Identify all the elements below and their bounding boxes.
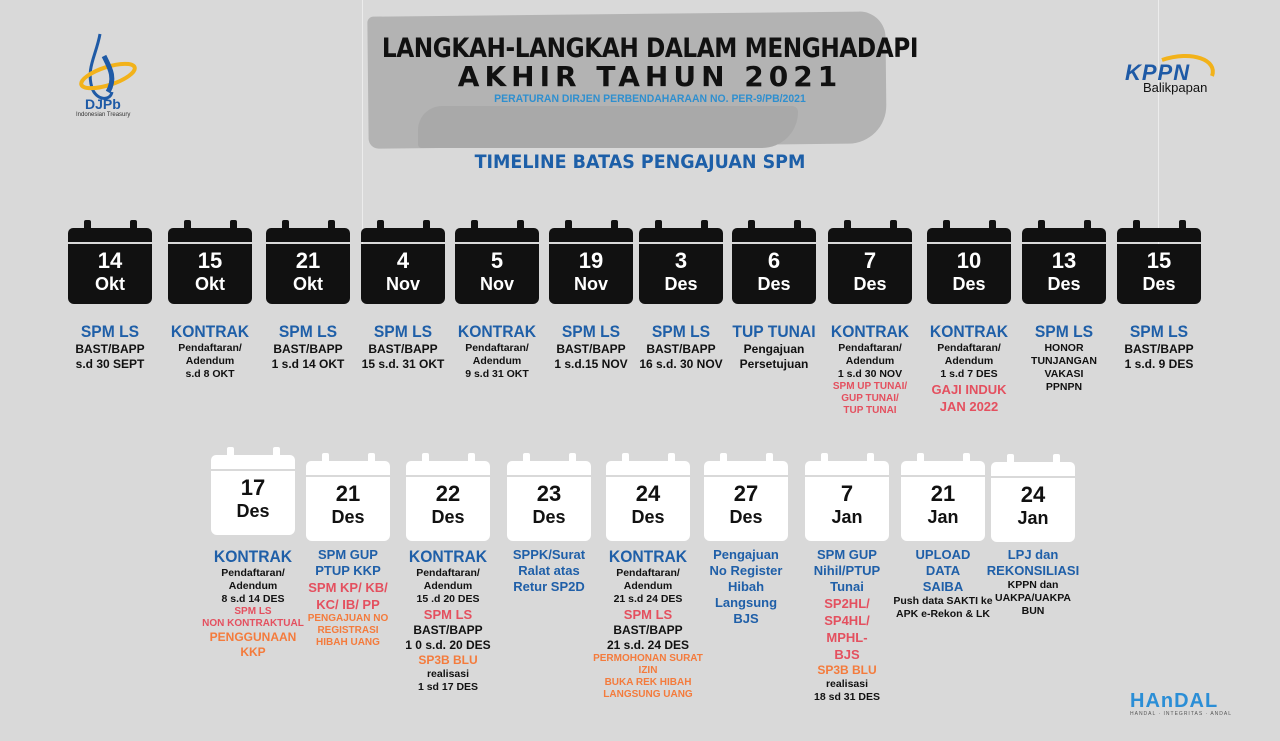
calendar-icon xyxy=(455,218,539,304)
deadline-detail: SPM LS xyxy=(234,606,272,617)
deadline-category: Hibah xyxy=(727,579,765,594)
deadline-category: Tunai xyxy=(830,579,864,594)
deadline-detail: Pendaftaran/ xyxy=(416,567,480,579)
calendar-month: Jan xyxy=(1017,508,1049,528)
calendar-body xyxy=(1022,244,1106,304)
title-backdrop xyxy=(418,106,798,148)
calendar-month: Des xyxy=(532,507,566,527)
deadline-category: SPM LS xyxy=(80,322,140,341)
deadline-category: KONTRAK xyxy=(457,322,537,341)
timeline-heading: TIMELINE BATAS PENGAJUAN SPM xyxy=(474,151,806,173)
calendar-month: Nov xyxy=(479,274,514,294)
calendar-day: 14 xyxy=(97,248,123,273)
deadline-detail: Pendaftaran/ xyxy=(221,567,285,579)
calendar-header xyxy=(606,461,690,475)
deadline-detail: 1 s.d 30 NOV xyxy=(837,368,903,380)
deadline-detail: 15 s.d. 31 OKT xyxy=(361,357,445,371)
calendar-icon xyxy=(68,218,152,304)
calendar-header xyxy=(406,461,490,475)
calendar-body xyxy=(406,477,490,541)
deadline-detail: Persetujuan xyxy=(739,357,809,371)
deadline-detail: SPM UP TUNAI/ xyxy=(832,381,908,392)
calendar-body xyxy=(507,477,591,541)
deadline-description xyxy=(1103,322,1215,372)
calendar-day: 22 xyxy=(435,481,461,506)
deadline-category: KONTRAK xyxy=(213,547,293,566)
deadline-detail: NON KONTRAKTUAL xyxy=(202,618,304,629)
deadline-detail: BAST/BAPP xyxy=(273,342,343,356)
page-title: LANGKAH-LANGKAH DALAM MENGHADAPI xyxy=(381,33,919,64)
deadline-detail: Pendaftaran/ xyxy=(838,342,902,354)
deadline-detail: UAKPA/UAKPA xyxy=(994,592,1072,604)
deadline-description xyxy=(977,547,1089,618)
deadline-detail: Pendaftaran/ xyxy=(178,342,242,354)
deadline-detail: 1 sd 17 DES xyxy=(417,681,479,693)
calendar-month: Des xyxy=(952,274,986,294)
deadline-detail: BAST/BAPP xyxy=(646,342,716,356)
calendar-body xyxy=(68,244,152,304)
calendar-month: Des xyxy=(664,274,698,294)
deadline-detail: Pendaftaran/ xyxy=(465,342,529,354)
deadline-description xyxy=(592,547,704,701)
calendar-icon xyxy=(168,218,252,304)
deadline-description xyxy=(292,547,404,649)
kppn-city: Balikpapan xyxy=(1143,80,1208,95)
deadline-detail: BJS xyxy=(834,647,860,662)
deadline-detail: APK e-Rekon & LK xyxy=(896,608,990,620)
calendar-day: 4 xyxy=(396,248,410,273)
deadline-detail: 21 s.d. 24 DES xyxy=(606,638,690,652)
calendar-day: 7 xyxy=(863,248,877,273)
deadline-detail: 9 s.d 31 OKT xyxy=(465,368,529,380)
calendar-header xyxy=(828,228,912,242)
calendar-header xyxy=(1117,228,1201,242)
calendar-body xyxy=(991,478,1075,542)
deadline-detail: 15 .d 20 DES xyxy=(416,593,480,605)
calendar-header xyxy=(639,228,723,242)
deadline-detail: Adendum xyxy=(623,580,673,592)
calendar-header xyxy=(68,228,152,242)
calendar-month: Jan xyxy=(927,507,959,527)
calendar-header xyxy=(361,228,445,242)
calendar-header xyxy=(455,228,539,242)
deadline-detail: 1 s.d 14 OKT xyxy=(271,357,345,371)
deadline-category: LPJ dan xyxy=(1007,547,1059,562)
calendar-icon xyxy=(211,445,295,535)
deadline-detail: SPM LS xyxy=(623,607,673,622)
calendar-day: 10 xyxy=(956,248,982,273)
calendar-day: 21 xyxy=(295,248,321,273)
calendar-icon xyxy=(406,451,490,541)
deadline-category: SPM GUP xyxy=(318,547,378,562)
deadline-category: Nihil/PTUP xyxy=(813,563,881,578)
deadline-detail: 1 s.d. 9 DES xyxy=(1124,357,1194,371)
deadline-detail: 1 s.d 7 DES xyxy=(940,368,998,380)
deadline-detail: BUKA REK HIBAH xyxy=(604,677,692,688)
deadline-category: KONTRAK xyxy=(170,322,250,341)
deadline-detail: SP3B BLU xyxy=(817,663,877,677)
calendar-month: Okt xyxy=(194,274,225,294)
calendar-icon xyxy=(549,218,633,304)
calendar-header xyxy=(1022,228,1106,242)
deadline-category: Langsung xyxy=(714,595,778,610)
deadline-detail: BAST/BAPP xyxy=(75,342,145,356)
deadline-category: KONTRAK xyxy=(608,547,688,566)
deadline-category: SPM LS xyxy=(651,322,711,341)
calendar-month: Nov xyxy=(573,274,608,294)
deadline-detail: BAST/BAPP xyxy=(413,623,483,637)
deadline-category: UPLOAD xyxy=(915,547,971,562)
djpb-logo-text: DJPb xyxy=(85,96,121,112)
calendar-month: Des xyxy=(729,507,763,527)
calendar-body xyxy=(927,244,1011,304)
deadline-detail: REGISTRASI xyxy=(317,625,379,636)
calendar-header xyxy=(991,462,1075,476)
calendar-icon xyxy=(991,452,1075,542)
calendar-icon xyxy=(507,451,591,541)
calendar-month: Des xyxy=(631,507,665,527)
regulation-subtitle: PERATURAN DIRJEN PERBENDAHARAAN NO. PER-9/PB/2021 xyxy=(494,93,806,105)
calendar-header xyxy=(805,461,889,475)
calendar-body xyxy=(732,244,816,304)
calendar-header xyxy=(211,455,295,469)
deadline-detail: KC/ IB/ PP xyxy=(316,597,380,612)
djpb-logo-subtext: Indonesian Treasury xyxy=(76,112,131,118)
deadline-detail: GAJI INDUK xyxy=(931,382,1007,397)
deadline-detail: 8 s.d 14 DES xyxy=(221,593,285,605)
deadline-detail: Pengajuan xyxy=(743,342,805,356)
deadline-category: No Register xyxy=(709,563,783,578)
calendar-icon xyxy=(1022,218,1106,304)
calendar-body xyxy=(168,244,252,304)
calendar-icon xyxy=(704,451,788,541)
deadline-category: Ralat atas xyxy=(518,563,580,578)
calendar-header xyxy=(266,228,350,242)
deadline-category: SPM LS xyxy=(1034,322,1094,341)
deadline-detail: Adendum xyxy=(845,355,895,367)
calendar-day: 5 xyxy=(490,248,504,273)
calendar-day: 17 xyxy=(240,475,266,500)
deadline-detail: SP4HL/ xyxy=(824,613,870,628)
handal-logo: HAnDAL xyxy=(1130,690,1219,712)
calendar-month: Des xyxy=(853,274,887,294)
deadline-detail: Push data SAKTI ke xyxy=(893,595,993,607)
calendar-icon xyxy=(901,451,985,541)
deadline-category: SPM LS xyxy=(561,322,621,341)
calendar-icon xyxy=(732,218,816,304)
deadline-detail: PPNPN xyxy=(1045,381,1083,393)
calendar-day: 15 xyxy=(1146,248,1172,273)
calendar-body xyxy=(549,244,633,304)
calendar-day: 21 xyxy=(930,481,956,506)
deadline-detail: HIBAH UANG xyxy=(316,637,380,648)
deadline-category: SPPK/Surat xyxy=(512,547,586,562)
deadline-category: BJS xyxy=(733,611,759,626)
calendar-icon xyxy=(266,218,350,304)
deadline-detail: Pendaftaran/ xyxy=(616,567,680,579)
calendar-body xyxy=(639,244,723,304)
deadline-category: SPM GUP xyxy=(817,547,877,562)
calendar-icon xyxy=(1117,218,1201,304)
calendar-header xyxy=(549,228,633,242)
calendar-body xyxy=(266,244,350,304)
deadline-detail: Adendum xyxy=(185,355,235,367)
calendar-body xyxy=(1117,244,1201,304)
deadline-category: SAIBA xyxy=(922,579,964,594)
deadline-description xyxy=(690,547,802,627)
deadline-description xyxy=(493,547,605,595)
deadline-detail: PENGGUNAAN KKP xyxy=(209,630,297,659)
calendar-month: Des xyxy=(1047,274,1081,294)
deadline-detail: VAKASI xyxy=(1044,368,1084,380)
deadline-detail: KPPN dan xyxy=(1007,579,1059,591)
deadline-detail: SPM LS xyxy=(423,607,473,622)
calendar-icon xyxy=(927,218,1011,304)
deadline-detail: realisasi xyxy=(825,678,869,690)
deadline-detail: Adendum xyxy=(228,580,278,592)
deadline-detail: 21 s.d 24 DES xyxy=(613,593,683,605)
calendar-icon xyxy=(639,218,723,304)
calendar-icon xyxy=(805,451,889,541)
deadline-detail: s.d 30 SEPT xyxy=(75,357,145,371)
handal-logo-subtext: HANDAL · INTEGRITAS · ANDAL xyxy=(1130,711,1233,717)
calendar-month: Des xyxy=(331,507,365,527)
deadline-description xyxy=(154,322,266,381)
deadline-detail: LANGSUNG UANG xyxy=(603,689,693,700)
deadline-detail: BAST/BAPP xyxy=(368,342,438,356)
calendar-header xyxy=(168,228,252,242)
deadline-detail: BUN xyxy=(1021,605,1045,617)
deadline-category: KONTRAK xyxy=(408,547,488,566)
calendar-day: 21 xyxy=(335,481,361,506)
calendar-icon xyxy=(306,451,390,541)
deadline-category: Pengajuan xyxy=(713,547,779,562)
deadline-detail: TUP TUNAI xyxy=(843,405,897,416)
calendar-body xyxy=(805,477,889,541)
deadline-detail: SP3B BLU xyxy=(418,653,478,667)
deadline-detail: JAN 2022 xyxy=(939,399,999,414)
calendar-icon xyxy=(828,218,912,304)
deadline-detail: BAST/BAPP xyxy=(556,342,626,356)
deadline-description xyxy=(54,322,166,372)
calendar-month: Okt xyxy=(94,274,125,294)
deadline-category: KONTRAK xyxy=(830,322,910,341)
calendar-header xyxy=(507,461,591,475)
calendar-icon xyxy=(361,218,445,304)
calendar-day: 13 xyxy=(1051,248,1077,273)
calendar-icon xyxy=(606,451,690,541)
deadline-description xyxy=(392,547,504,694)
calendar-body xyxy=(306,477,390,541)
kppn-logo-text: KPPN xyxy=(1125,60,1191,85)
calendar-body xyxy=(211,471,295,535)
deadline-detail: PENGAJUAN NO xyxy=(307,613,389,624)
calendar-day: 7 xyxy=(840,481,854,506)
deadline-detail: 1 0 s.d. 20 DES xyxy=(405,638,491,652)
calendar-month: Nov xyxy=(385,274,420,294)
page-title-year: AKHIR TAHUN 2021 xyxy=(457,60,843,93)
deadline-detail: BAST/BAPP xyxy=(613,623,683,637)
calendar-body xyxy=(901,477,985,541)
deadline-detail: Adendum xyxy=(423,580,473,592)
calendar-month: Des xyxy=(1142,274,1176,294)
calendar-day: 19 xyxy=(578,248,604,273)
deadline-detail: BAST/BAPP xyxy=(1124,342,1194,356)
deadline-category: DATA xyxy=(925,563,961,578)
calendar-header xyxy=(704,461,788,475)
calendar-day: 23 xyxy=(536,481,562,506)
deadline-detail: realisasi xyxy=(426,668,470,680)
calendar-day: 24 xyxy=(1020,482,1046,507)
deadline-category: SPM LS xyxy=(1129,322,1189,341)
deadline-category: SPM LS xyxy=(278,322,338,341)
calendar-day: 27 xyxy=(733,481,759,506)
calendar-month: Okt xyxy=(292,274,323,294)
deadline-category: Retur SP2D xyxy=(513,579,585,594)
deadline-description xyxy=(814,322,926,417)
calendar-month: Des xyxy=(757,274,791,294)
calendar-body xyxy=(455,244,539,304)
deadline-detail: Adendum xyxy=(944,355,994,367)
deadline-detail: TUNJANGAN xyxy=(1031,355,1097,367)
deadline-detail: PERMOHONAN SURAT IZIN xyxy=(593,653,703,676)
calendar-header xyxy=(901,461,985,475)
calendar-day: 15 xyxy=(197,248,223,273)
calendar-header xyxy=(927,228,1011,242)
calendar-day: 24 xyxy=(635,481,661,506)
calendar-body xyxy=(828,244,912,304)
deadline-detail: 16 s.d. 30 NOV xyxy=(639,357,723,371)
calendar-header xyxy=(306,461,390,475)
calendar-body xyxy=(606,477,690,541)
deadline-detail: SPM KP/ KB/ xyxy=(308,580,388,595)
calendar-body xyxy=(704,477,788,541)
calendar-day: 6 xyxy=(767,248,781,273)
deadline-category: TUP TUNAI xyxy=(732,322,816,341)
deadline-detail: s.d 8 OKT xyxy=(185,368,235,380)
deadline-category: PTUP KKP xyxy=(315,563,381,578)
deadline-detail: GUP TUNAI/ xyxy=(841,393,899,404)
deadline-detail: MPHL- xyxy=(826,630,868,645)
deadline-detail: SP2HL/ xyxy=(824,596,870,611)
deadline-category: KONTRAK xyxy=(929,322,1009,341)
deadline-detail: HONOR xyxy=(1044,342,1084,354)
deadline-detail: 1 s.d.15 NOV xyxy=(554,357,628,371)
calendar-header xyxy=(732,228,816,242)
deadline-category: REKONSILIASI xyxy=(986,563,1080,578)
deadline-detail: Adendum xyxy=(472,355,522,367)
deadline-category: SPM LS xyxy=(373,322,433,341)
deadline-detail: 18 sd 31 DES xyxy=(814,691,880,703)
calendar-day: 3 xyxy=(674,248,688,273)
calendar-month: Des xyxy=(431,507,465,527)
deadline-detail: Pendaftaran/ xyxy=(937,342,1001,354)
calendar-month: Des xyxy=(236,501,270,521)
calendar-body xyxy=(361,244,445,304)
calendar-month: Jan xyxy=(831,507,863,527)
